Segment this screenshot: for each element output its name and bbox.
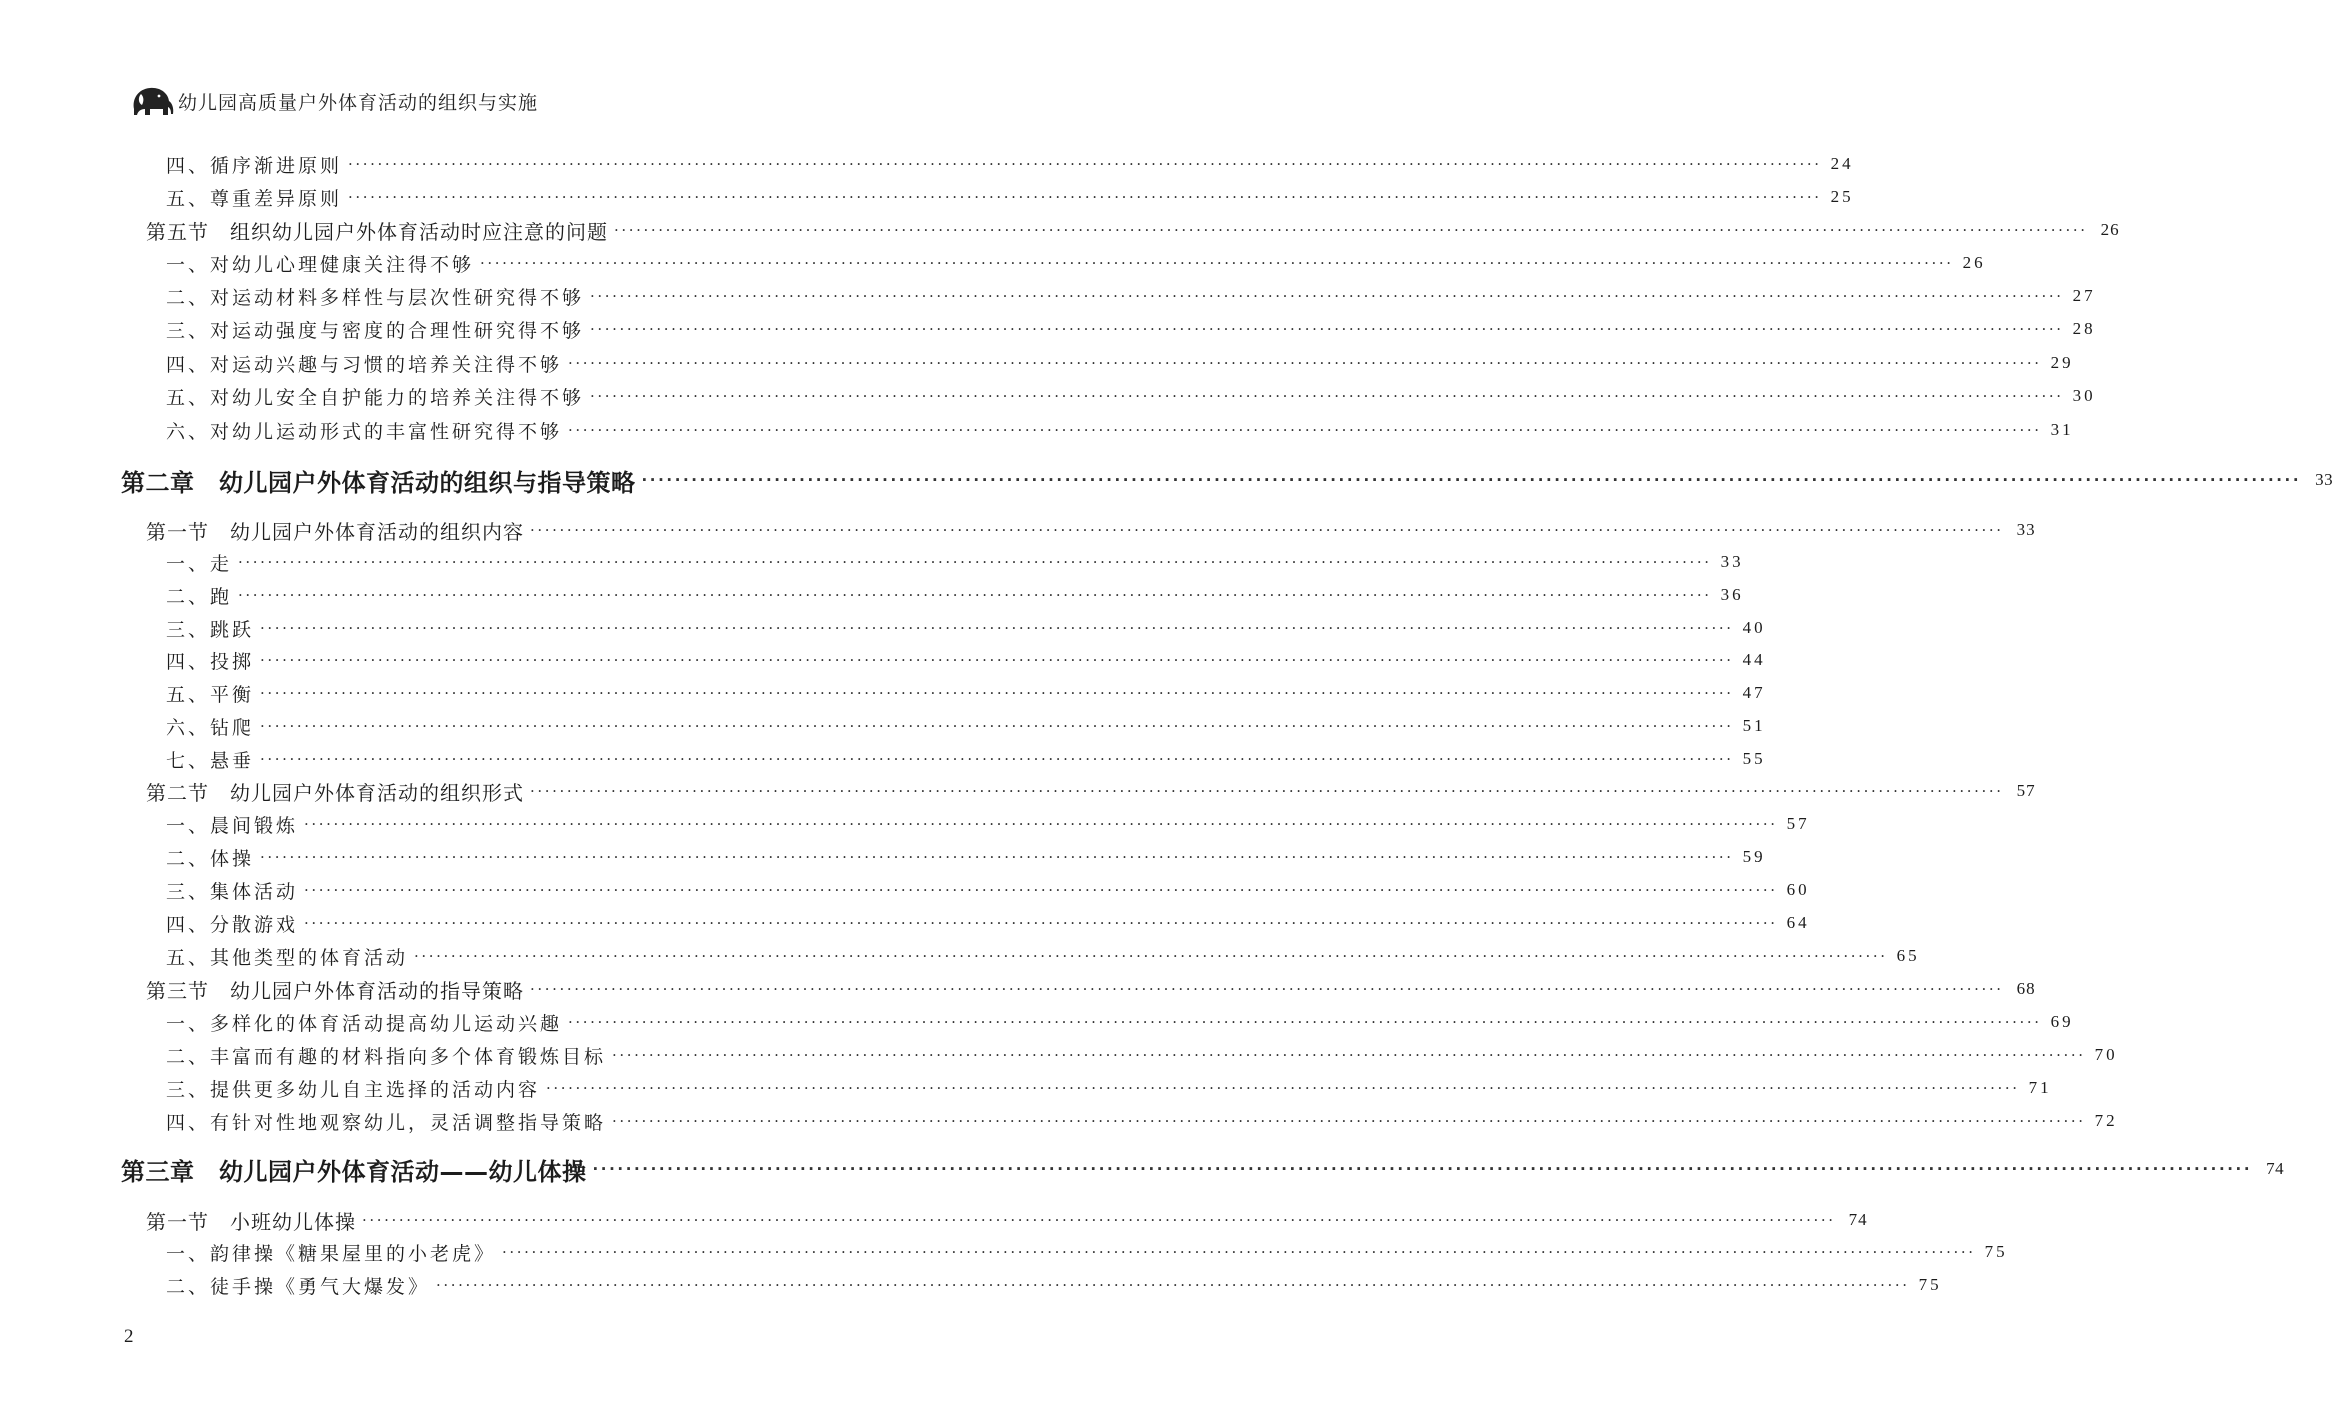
toc-item <box>166 1238 2008 1266</box>
dot-leader: ········································································································································································································ <box>260 651 1734 669</box>
toc-page-number: 29 <box>2050 353 2074 372</box>
toc-label: 四、对运动兴趣与习惯的培养关注得不够 <box>166 353 563 376</box>
toc-label: 第五节 组织幼儿园户外体育活动时应注意的问题 <box>146 219 608 244</box>
dot-leader: ········································································································································································································ <box>592 1160 2253 1178</box>
toc-item <box>166 315 2096 343</box>
toc-page-number: 28 <box>2072 319 2096 338</box>
page-number: 2 <box>124 1326 134 1347</box>
toc-label: 三、跳跃 <box>166 618 255 641</box>
toc-item <box>166 349 2074 377</box>
elephant-icon <box>128 81 176 121</box>
toc-item <box>166 712 1766 740</box>
toc-item <box>166 843 1766 871</box>
toc-item <box>166 646 1766 674</box>
toc-page-number: 75 <box>1984 1242 2008 1261</box>
dot-leader: ········································································································································································································ <box>641 471 2302 489</box>
toc-label: 五、对幼儿安全自护能力的培养关注得不够 <box>166 386 585 409</box>
dot-leader: ········································································································································································································ <box>260 684 1734 702</box>
dot-leader: ········································································································································································································ <box>568 1013 2042 1031</box>
dot-leader: ········································································································································································································ <box>530 980 2004 998</box>
toc-label: 三、对运动强度与密度的合理性研究得不够 <box>166 319 585 342</box>
toc-item <box>166 1107 2118 1135</box>
toc-label: 三、提供更多幼儿自主选择的活动内容 <box>166 1078 541 1101</box>
toc-page-number: 57 <box>1786 814 1810 833</box>
toc-page-number: 68 <box>2016 979 2036 998</box>
toc-item <box>166 1271 1942 1299</box>
toc-page-number: 31 <box>2050 420 2074 439</box>
dot-leader: ········································································································································································································ <box>480 254 1954 272</box>
toc-section <box>146 975 2036 1003</box>
toc-label: 四、投掷 <box>166 650 255 673</box>
toc-item <box>166 249 1986 277</box>
toc-label: 第三节 幼儿园户外体育活动的指导策略 <box>146 978 524 1003</box>
toc-label: 二、对运动材料多样性与层次性研究得不够 <box>166 286 585 309</box>
toc-page-number: 44 <box>1742 650 1766 669</box>
dot-leader: ········································································································································································································ <box>530 782 2004 800</box>
toc-item <box>166 876 1810 904</box>
dot-leader: ········································································································································································································ <box>238 586 1712 604</box>
toc-label: 七、悬垂 <box>166 749 255 772</box>
toc-label: 第三章 幼儿园户外体育活动——幼儿体操 <box>121 1157 587 1186</box>
toc-label: 一、对幼儿心理健康关注得不够 <box>166 253 475 276</box>
dot-leader: ········································································································································································································ <box>348 155 1822 173</box>
toc-page-number: 74 <box>1848 1210 1868 1229</box>
dot-leader: ········································································································································································································ <box>614 221 2088 239</box>
toc-page-number: 30 <box>2072 386 2096 405</box>
dot-leader: ········································································································································································································ <box>612 1112 2086 1130</box>
toc-item <box>166 679 1766 707</box>
dot-leader: ········································································································································································································ <box>348 188 1822 206</box>
dot-leader: ········································································································································································································ <box>260 619 1734 637</box>
toc-page-number: 75 <box>1918 1275 1942 1294</box>
toc-page-number: 57 <box>2016 781 2036 800</box>
toc-item <box>166 942 1920 970</box>
dot-leader: ········································································································································································································ <box>304 815 1778 833</box>
toc-page-number: 70 <box>2094 1045 2118 1064</box>
toc-page-number: 72 <box>2094 1111 2118 1130</box>
toc-page-number: 25 <box>1830 187 1854 206</box>
dot-leader: ········································································································································································································ <box>436 1276 1910 1294</box>
toc-label: 一、韵律操《糖果屋里的小老虎》 <box>166 1242 497 1265</box>
toc-label: 一、晨间锻炼 <box>166 814 299 837</box>
dot-leader: ········································································································································································································ <box>238 553 1712 571</box>
toc-page-number: 51 <box>1742 716 1766 735</box>
dot-leader: ········································································································································································································ <box>612 1046 2086 1064</box>
toc-section <box>146 216 2120 244</box>
toc-label: 二、跑 <box>166 585 233 608</box>
dot-leader: ········································································································································································································ <box>568 354 2042 372</box>
toc-label: 二、丰富而有趣的材料指向多个体育锻炼目标 <box>166 1045 607 1068</box>
toc-page-number: 55 <box>1742 749 1766 768</box>
toc-label: 四、有针对性地观察幼儿，灵活调整指导策略 <box>166 1111 607 1134</box>
toc-item <box>166 581 1744 609</box>
toc-page-number: 33 <box>1720 552 1744 571</box>
toc-item <box>166 909 1810 937</box>
toc-item <box>166 614 1766 642</box>
running-header <box>128 80 628 122</box>
toc-page-number: 64 <box>1786 913 1810 932</box>
toc-label: 三、集体活动 <box>166 880 299 903</box>
toc-label: 一、走 <box>166 552 233 575</box>
toc-label: 六、钻爬 <box>166 716 255 739</box>
toc-section <box>146 516 2036 544</box>
dot-leader: ········································································································································································································ <box>546 1079 2020 1097</box>
dot-leader: ········································································································································································································ <box>590 287 2064 305</box>
dot-leader: ········································································································································································································ <box>590 387 2064 405</box>
toc-item <box>166 1074 2052 1102</box>
toc-page-number: 69 <box>2050 1012 2074 1031</box>
toc-label: 第一节 幼儿园户外体育活动的组织内容 <box>146 519 524 544</box>
toc-page-number: 36 <box>1720 585 1744 604</box>
toc-page-number: 27 <box>2072 286 2096 305</box>
toc-page-number: 24 <box>1830 154 1854 173</box>
header-title: 幼儿园高质量户外体育活动的组织与实施 <box>178 91 539 114</box>
toc-page-number: 47 <box>1742 683 1766 702</box>
dot-leader: ········································································································································································································ <box>414 947 1888 965</box>
toc-label: 五、其他类型的体育活动 <box>166 946 409 969</box>
toc-page-number: 74 <box>2266 1159 2285 1178</box>
toc-label: 四、循序渐进原则 <box>166 154 343 177</box>
toc-label: 五、尊重差异原则 <box>166 187 343 210</box>
toc-page-number: 65 <box>1896 946 1920 965</box>
toc-page-number: 33 <box>2016 520 2036 539</box>
toc-item <box>166 416 2074 444</box>
toc-item <box>166 183 1854 211</box>
toc-item <box>166 1008 2074 1036</box>
toc-page-number: 26 <box>2100 220 2120 239</box>
toc-label: 五、平衡 <box>166 683 255 706</box>
dot-leader: ········································································································································································································ <box>568 421 2042 439</box>
toc-label: 第一节 小班幼儿体操 <box>146 1209 356 1234</box>
toc-label: 四、分散游戏 <box>166 913 299 936</box>
dot-leader: ········································································································································································································ <box>260 750 1734 768</box>
toc-item <box>166 1041 2118 1069</box>
dot-leader: ········································································································································································································ <box>530 521 2004 539</box>
dot-leader: ········································································································································································································ <box>362 1211 1836 1229</box>
toc-label: 六、对幼儿运动形式的丰富性研究得不够 <box>166 420 563 443</box>
toc-label: 二、徒手操《勇气大爆发》 <box>166 1275 431 1298</box>
toc-item <box>166 548 1744 576</box>
dot-leader: ········································································································································································································ <box>260 717 1734 735</box>
dot-leader: ········································································································································································································ <box>304 881 1778 899</box>
toc-page-number: 59 <box>1742 847 1766 866</box>
toc-page-number: 71 <box>2028 1078 2052 1097</box>
toc-page-number: 33 <box>2315 470 2333 489</box>
toc-label: 二、体操 <box>166 847 255 870</box>
toc-item <box>166 150 1854 178</box>
dot-leader: ········································································································································································································ <box>590 320 2064 338</box>
toc-label: 第二章 幼儿园户外体育活动的组织与指导策略 <box>121 468 636 497</box>
toc-item <box>166 745 1766 773</box>
toc-page-number: 40 <box>1742 618 1766 637</box>
toc-label: 一、多样化的体育活动提高幼儿运动兴趣 <box>166 1012 563 1035</box>
dot-leader: ········································································································································································································ <box>304 914 1778 932</box>
toc-item <box>166 810 1810 838</box>
dot-leader: ········································································································································································································ <box>502 1243 1976 1261</box>
toc-label: 第二节 幼儿园户外体育活动的组织形式 <box>146 780 524 805</box>
toc-chapter <box>121 463 2333 497</box>
toc-page-number: 60 <box>1786 880 1810 899</box>
toc-chapter <box>121 1152 2285 1186</box>
toc-section <box>146 1206 1868 1234</box>
toc-item <box>166 382 2096 410</box>
toc-section <box>146 777 2036 805</box>
dot-leader: ········································································································································································································ <box>260 848 1734 866</box>
toc-page-number: 26 <box>1962 253 1986 272</box>
toc-item <box>166 282 2096 310</box>
